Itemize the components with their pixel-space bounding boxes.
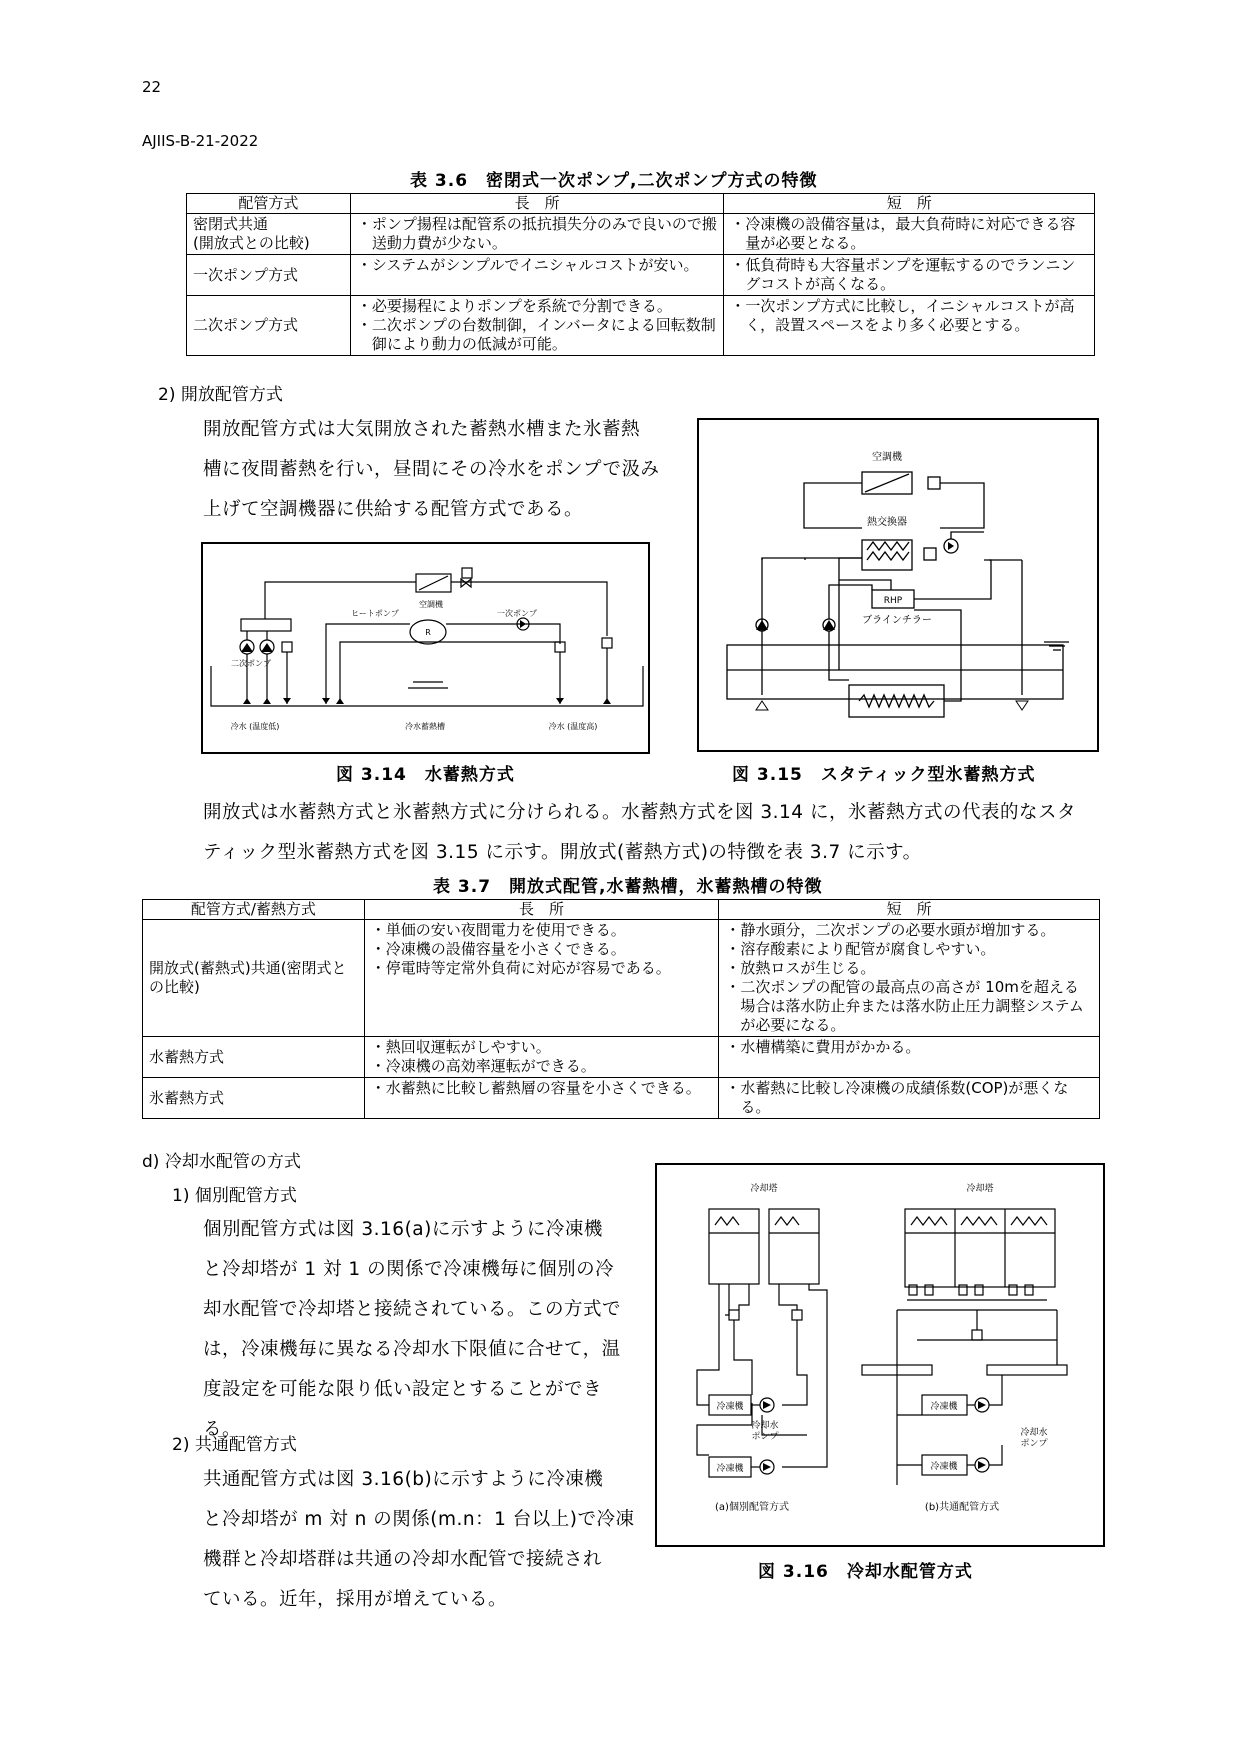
cons-item: ・一次ポンプ方式に比較し，イニシャルコストが高く，設置スペースをより多く必要とする。	[730, 297, 1075, 334]
individual-piping-paragraph	[203, 1210, 643, 1450]
table-header: 長 所	[350, 194, 724, 214]
heatpump-label: ヒートポンプ	[351, 609, 399, 618]
pros-item: ・単価の安い夜間電力を使用できる。	[370, 921, 626, 939]
text-line: 個別配管方式は図 3.16(a)に示すように冷凍機	[203, 1219, 603, 1240]
figure-3-15-caption: 図 3.15 スタティック型氷蓄熱方式	[732, 765, 1036, 785]
section-paragraph	[203, 410, 683, 530]
cons-item: ・放熱ロスが生じる。	[725, 959, 876, 977]
text-line: 槽に夜間蓄熱を行い，昼間にその冷水をポンプで汲み	[203, 459, 660, 480]
primary-pump-label: 一次ポンプ	[497, 609, 537, 618]
pros-item: ・冷凍機の設備容量を小さくできる。	[370, 940, 626, 958]
hx-label: 熱交換器	[867, 517, 907, 528]
sub-b-label: (b)共通配管方式	[924, 1502, 1000, 1513]
rhp-label: RHP	[883, 596, 903, 606]
method-cell: 開放式(蓄熱式)共通(密閉式との比較)	[143, 920, 365, 1037]
figure-3-16-caption: 図 3.16 冷却水配管方式	[758, 1562, 973, 1582]
chiller-a2-label: 冷凍機	[716, 1464, 744, 1474]
table-row	[143, 920, 1100, 1037]
table-row	[143, 1037, 1100, 1078]
text-line: 共通配管方式は図 3.16(b)に示すように冷凍機	[203, 1469, 604, 1490]
table-3-6	[186, 193, 1095, 356]
pros-cell	[364, 1037, 719, 1078]
pros-cell	[364, 1078, 719, 1119]
subsection-heading: 1) 個別配管方式	[172, 1186, 297, 1206]
text-line: ティック型氷蓄熱方式を図 3.15 に示す。開放式(蓄熱方式)の特徴を表 3.7 に示す。	[203, 842, 922, 863]
cons-item: ・二次ポンプの配管の最高点の高さが 10mを超える場合は落水防止弁または落水防止圧力調整システムが必要になる。	[725, 978, 1084, 1034]
cons-item: ・水蓄熱に比較し冷凍機の成績係数(COP)が悪くなる。	[725, 1079, 1069, 1116]
cooling-water-diagram	[657, 1165, 1103, 1545]
pros-item: ・必要揚程によりポンプを系統で分割できる。	[356, 297, 672, 315]
figure-3-14	[201, 542, 650, 754]
common-piping-paragraph	[203, 1460, 643, 1620]
section-heading: d) 冷却水配管の方式	[142, 1152, 301, 1172]
ahu-label: 空調機	[872, 452, 902, 463]
method-cell: 二次ポンプ方式	[187, 296, 351, 356]
text-line: る。	[203, 1419, 242, 1440]
table-row	[143, 1078, 1100, 1119]
text-line: 機群と冷却塔群は共通の冷却水配管で接続され	[203, 1549, 603, 1570]
pros-item: ・水蓄熱に比較し蓄熱層の容量を小さくできる。	[370, 1079, 701, 1097]
table-header: 短 所	[724, 194, 1095, 214]
figure-3-15	[697, 418, 1099, 752]
r-label: R	[425, 628, 431, 637]
figure-3-14-caption: 図 3.14 水蓄熱方式	[336, 765, 515, 785]
pros-item: ・停電時等定常外負荷に対応が容易である。	[370, 959, 671, 977]
sub-a-label: (a)個別配管方式	[715, 1502, 789, 1513]
table-row	[187, 255, 1095, 296]
table-3-7-caption: 表 3.7 開放式配管,水蓄熱槽，氷蓄熱槽の特徴	[433, 877, 823, 897]
text-line: 度設定を可能な限り低い設定とすることができ	[203, 1379, 603, 1400]
method-cell: 水蓄熱方式	[143, 1037, 365, 1078]
cons-item: ・低負荷時も大容量ポンプを運転するのでランニングコストが高くなる。	[730, 256, 1076, 293]
section-heading: 2) 開放配管方式	[158, 385, 283, 405]
cons-cell	[719, 920, 1100, 1037]
cons-item: ・水槽構築に費用がかかる。	[725, 1038, 921, 1056]
table-row	[187, 214, 1095, 255]
cold-high-label: 冷水 (温度高)	[548, 722, 598, 731]
pros-item: ・二次ポンプの台数制御，インバータによる回転数制御により動力の低減が可能。	[356, 316, 716, 353]
cons-cell	[719, 1037, 1100, 1078]
cons-cell	[724, 214, 1095, 255]
secondary-pump-label: 二次ポンプ	[231, 659, 271, 668]
table-3-6-caption: 表 3.6 密閉式一次ポンプ,二次ポンプ方式の特徴	[410, 171, 818, 191]
method-cell: 氷蓄熱方式	[143, 1078, 365, 1119]
ice-storage-diagram	[699, 420, 1097, 750]
text-line: 上げて空調機器に供給する配管方式である。	[203, 499, 584, 520]
cons-item: ・冷凍機の設備容量は，最大負荷時に対応できる容量が必要となる。	[730, 215, 1076, 252]
text-line: 却水配管で冷却塔と接続されている。この方式で	[203, 1299, 622, 1320]
table-header: 配管方式	[187, 194, 351, 214]
chiller-b1-label: 冷凍機	[930, 1402, 958, 1412]
method-cell: 密閉式共通 (開放式との比較)	[187, 214, 351, 255]
text-line: は，冷凍機毎に異なる冷却水下限値に合せて，温	[203, 1339, 621, 1360]
pros-cell	[350, 214, 724, 255]
cons-cell	[724, 255, 1095, 296]
pump-a-label: 冷却水ポンプ	[751, 1421, 779, 1442]
cons-item: ・静水頭分，二次ポンプの必要水頭が増加する。	[725, 921, 1056, 939]
document-id: AJIIS-B-21-2022	[142, 132, 259, 150]
open-type-paragraph	[203, 793, 1103, 873]
table-row	[187, 296, 1095, 356]
pros-item: ・冷凍機の高効率運転ができる。	[370, 1057, 596, 1075]
pump-b-label: 冷却水ポンプ	[1020, 1428, 1048, 1449]
pros-cell	[350, 255, 724, 296]
subsection-heading: 2) 共通配管方式	[172, 1435, 297, 1455]
table-header: 長 所	[364, 900, 719, 920]
tower-b-label: 冷却塔	[966, 1184, 994, 1194]
cons-cell	[719, 1078, 1100, 1119]
table-3-7	[142, 899, 1100, 1119]
cold-low-label: 冷水 (温度低)	[230, 722, 280, 731]
text-line: と冷却塔が 1 対 1 の関係で冷凍機毎に個別の冷	[203, 1259, 615, 1280]
pros-cell	[350, 296, 724, 356]
chiller-b2-label: 冷凍機	[930, 1462, 958, 1472]
cons-item: ・溶存酸素により配管が腐食しやすい。	[725, 940, 996, 958]
pros-cell	[364, 920, 719, 1037]
page-number: 22	[142, 78, 162, 96]
pros-item: ・熱回収運転がしやすい。	[370, 1038, 551, 1056]
chiller-a1-label: 冷凍機	[716, 1402, 744, 1412]
method-cell: 一次ポンプ方式	[187, 255, 351, 296]
cons-cell	[724, 296, 1095, 356]
ahu-label: 空調機	[419, 600, 443, 609]
chiller-label: ブラインチラー	[862, 615, 932, 626]
text-line: と冷却塔が m 対 n の関係(m.n：1 台以上)で冷凍	[203, 1509, 635, 1530]
text-line: 開放配管方式は大気開放された蓄熱水槽また氷蓄熱	[203, 419, 641, 440]
text-line: 開放式は水蓄熱方式と氷蓄熱方式に分けられる。水蓄熱方式を図 3.14 に，氷蓄熱方式の代表的なスタ	[203, 802, 1076, 823]
tank-label: 冷水蓄熱槽	[405, 722, 445, 731]
pros-item: ・ポンプ揚程は配管系の抵抗損失分のみで良いので搬送動力費が少ない。	[356, 215, 717, 252]
water-storage-diagram	[203, 544, 648, 752]
table-header: 短 所	[719, 900, 1100, 920]
text-line: ている。近年，採用が増えている。	[203, 1589, 508, 1610]
tower-a-label: 冷却塔	[750, 1184, 778, 1194]
table-header: 配管方式/蓄熱方式	[143, 900, 365, 920]
pros-item: ・システムがシンプルでイニシャルコストが安い。	[356, 256, 699, 274]
figure-3-16	[655, 1163, 1105, 1547]
